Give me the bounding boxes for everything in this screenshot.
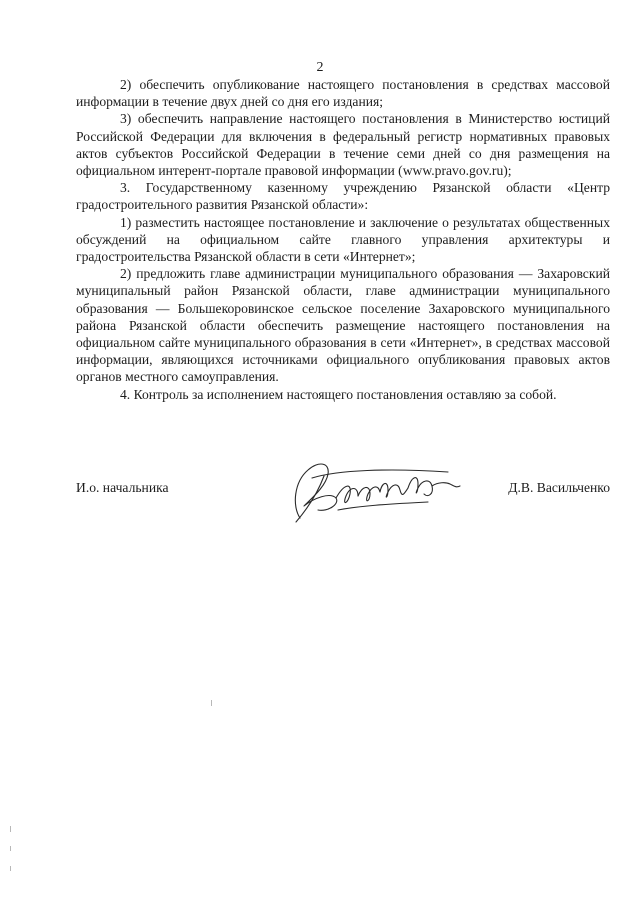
scan-artifact-mark [10,826,11,832]
paragraph-control: 4. Контроль за исполнением настоящего постановления оставляю за собой. [120,386,557,402]
scan-artifact-mark [211,700,212,706]
paragraph-publish-media: 2) обеспечить опубликование настоящего постановления в средствах массовой информации в течение двух дней со дня его издания; [76,77,610,110]
paragraph-send-ministry: 3) обеспечить направление настоящего постановления в Министерство юстиций Российской Федерации для включения в федеральный регистр нормативных правовых актов субъектов Российской Федерации в течение семи дней со дня размещения на официальном интерент-портале правовой информации (www.pravo.gov.ru); [76,111,610,179]
signer-name: Д.В. Васильченко [508,480,610,495]
signer-position: И.о. начальника [76,480,169,495]
document-body [76,76,610,403]
paragraph-propose-heads: 2) предложить главе администрации муниципального образования — Захаровский муниципальный район Рязанской области, главе администрации муниципального образования — Большекоровинское сельское поселение Захаровского муниципального района Рязанской области обеспечить размещение настоящего постановления на официальном сайте муниципального образования в сети «Интернет», в средствах массовой информации, являющихся источниками официального опубликования правовых актов органов местного самоуправления. [76,266,610,385]
signature-block [76,480,610,504]
scan-artifact-mark [10,866,11,871]
paragraph-post-website: 1) разместить настоящее постановление и заключение о результатах общественных обсуждений на официальном сайте главного управления архитектуры и градостроительства Рязанской области в сети «Интернет»; [76,214,610,265]
page-number: 2 [316,60,324,75]
scan-artifact-mark [10,846,11,851]
paragraph-gku-center: 3. Государственному казенному учреждению Рязанской области «Центр градостроительного развития Рязанской области»: [76,180,610,213]
